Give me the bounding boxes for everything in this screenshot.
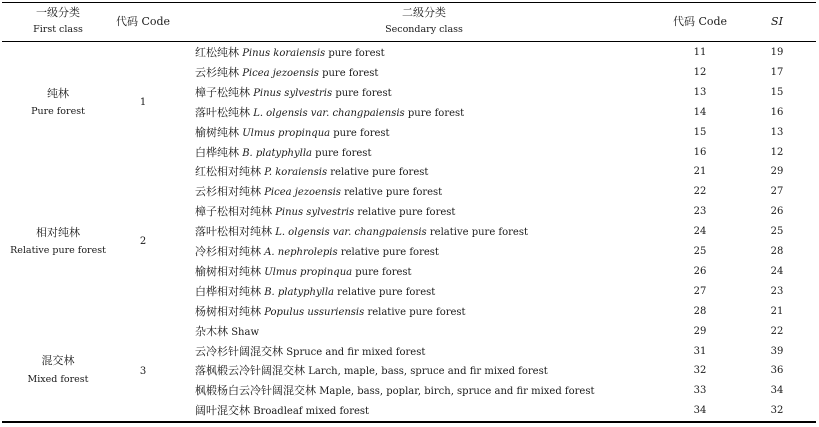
secondary-class-en: pure forest: [333, 127, 390, 139]
secondary-class-cell: [195, 365, 548, 378]
table-row: [0, 123, 819, 143]
secondary-class-scientific-name: L. olgensis var. changpaiensis: [253, 107, 405, 119]
secondary-class-scientific-name: P. koraiensis: [264, 167, 328, 179]
secondary-class-cn: 冷杉相对纯林: [195, 245, 261, 258]
si-cell: 29: [770, 166, 784, 178]
si-cell: 22: [770, 325, 784, 337]
secondary-class-scientific-name: Ulmus propinqua: [264, 266, 353, 278]
group-pure-forest-en: Pure forest: [31, 106, 85, 117]
secondary-class-cell: [195, 127, 390, 140]
secondary-class-scientific-name: A. nephrolepis: [264, 247, 338, 258]
secondary-class-en: Maple, bass, poplar, birch, spruce and fir mixed forest: [319, 386, 595, 398]
secondary-class-cn: 云冷杉针阔混交林: [195, 344, 283, 358]
header-code2: 代码 Code: [672, 15, 728, 28]
si-cell: 23: [770, 285, 784, 297]
si-cell: 19: [770, 47, 784, 58]
secondary-class-cell: [195, 246, 439, 259]
group-relative-pure-forest-en: Relative pure forest: [10, 245, 106, 256]
code-cell: 26: [693, 265, 707, 277]
secondary-class-en: Shaw: [231, 326, 259, 338]
table-row: [0, 222, 819, 242]
secondary-class-scientific-name: Pinus koraiensis: [242, 48, 326, 59]
secondary-class-scientific-name: Pinus sylvestris: [253, 87, 333, 99]
secondary-class-en: Larch, maple, bass, spruce and fir mixed forest: [308, 366, 548, 378]
secondary-class-scientific-name: L. olgensis var. changpaiensis: [275, 227, 427, 239]
table-row: [0, 143, 819, 163]
secondary-class-cn: 云杉相对纯林: [195, 185, 261, 199]
table-header-rule: [2, 41, 816, 42]
si-cell: 39: [770, 345, 784, 357]
secondary-class-scientific-name: Picea jezoensis: [264, 187, 341, 199]
header-first-class-cn: 一级分类: [36, 6, 80, 19]
code-cell: 32: [693, 365, 707, 377]
table-row: [0, 401, 819, 421]
header-code1: 代码 Code: [115, 15, 171, 28]
secondary-class-cn: 红松纯林: [195, 46, 239, 59]
code-cell: 21: [693, 166, 707, 178]
secondary-class-cn: 红松相对纯林: [195, 165, 261, 179]
table-row: [0, 103, 819, 123]
secondary-class-en: relative pure forest: [330, 167, 429, 179]
table-row: [0, 83, 819, 103]
group-relative-pure-forest-code: 2: [139, 236, 147, 247]
secondary-class-scientific-name: Picea jezoensis: [242, 67, 319, 79]
secondary-class-cn: 白桦相对纯林: [195, 284, 261, 298]
secondary-class-cn: 杨树相对纯林: [195, 304, 261, 318]
secondary-class-cell: [195, 226, 528, 239]
group-mixed-forest-en: Mixed forest: [27, 374, 89, 385]
si-cell: 32: [770, 405, 784, 417]
secondary-class-en: pure forest: [328, 48, 385, 59]
secondary-class-cn: 枫椴杨白云冷针阔混交林: [195, 384, 316, 398]
code-cell: 28: [693, 305, 707, 317]
secondary-class-cell: [195, 266, 412, 279]
secondary-class-cell: [195, 405, 369, 418]
si-cell: 12: [770, 146, 784, 158]
secondary-class-cell: [195, 107, 464, 120]
code-cell: 31: [693, 345, 707, 357]
secondary-class-en: pure forest: [355, 266, 412, 278]
group-relative-pure-forest-cn: 相对纯林: [36, 226, 80, 239]
code-cell: 14: [693, 106, 707, 118]
table-row: [0, 43, 819, 63]
secondary-class-en: Spruce and fir mixed forest: [286, 346, 426, 358]
si-cell: 28: [770, 246, 784, 257]
table-row: [0, 242, 819, 262]
code-cell: 11: [693, 47, 707, 58]
secondary-class-scientific-name: Pinus sylvestris: [275, 207, 355, 219]
si-cell: 13: [770, 126, 784, 138]
code-cell: 22: [693, 186, 707, 198]
secondary-class-cn: 樟子松纯林: [195, 85, 250, 99]
code-cell: 29: [693, 325, 707, 337]
code-cell: 15: [693, 126, 707, 138]
secondary-class-cn: 落叶松纯林: [195, 105, 250, 119]
secondary-class-cn: 榆树相对纯林: [195, 264, 261, 278]
si-cell: 21: [770, 305, 784, 317]
si-cell: 25: [770, 226, 784, 238]
code-cell: 33: [693, 385, 707, 397]
si-cell: 27: [770, 186, 784, 198]
code-cell: 16: [693, 146, 707, 158]
secondary-class-cell: [195, 47, 385, 60]
secondary-class-cell: [195, 346, 425, 359]
table-row: [0, 63, 819, 83]
secondary-class-scientific-name: B. platyphylla: [264, 286, 334, 298]
table-bottom-rule: [2, 421, 816, 423]
secondary-class-cn: 落叶松相对纯林: [195, 225, 272, 239]
secondary-class-cn: 樟子松相对纯林: [195, 205, 272, 219]
code-cell: 25: [693, 246, 707, 257]
secondary-class-cn: 杂木林: [195, 324, 228, 338]
secondary-class-en: pure forest: [322, 67, 379, 79]
secondary-class-en: pure forest: [335, 87, 392, 99]
code-cell: 34: [693, 405, 707, 417]
secondary-class-en: Broadleaf mixed forest: [253, 406, 370, 418]
secondary-class-cell: [195, 147, 371, 160]
secondary-class-scientific-name: B. platyphylla: [242, 147, 312, 159]
secondary-class-cn: 白桦纯林: [195, 145, 239, 159]
secondary-class-en: relative pure forest: [344, 187, 443, 199]
code-cell: 24: [693, 226, 707, 238]
group-pure-forest-code: 1: [139, 97, 147, 108]
header-si: SI: [771, 15, 783, 28]
table-row: [0, 342, 819, 362]
si-cell: 17: [770, 66, 784, 78]
group-mixed-forest-cn: 混交林: [41, 354, 75, 367]
header-second-class-en: Secondary class: [385, 24, 463, 35]
code-cell: 27: [693, 285, 707, 297]
si-cell: 16: [770, 106, 784, 118]
table-top-rule: [2, 2, 816, 3]
secondary-class-en: relative pure forest: [340, 247, 439, 258]
secondary-class-cell: [195, 206, 455, 219]
secondary-class-cn: 榆树纯林: [195, 125, 239, 139]
code-cell: 13: [693, 86, 707, 98]
table-row: [0, 282, 819, 302]
si-cell: 24: [770, 265, 784, 277]
secondary-class-cell: [195, 186, 442, 199]
code-cell: 12: [693, 66, 707, 78]
code-cell: 23: [693, 206, 707, 218]
header-second-class-cn: 二级分类: [402, 6, 446, 19]
header-first-class-en: First class: [33, 24, 83, 35]
group-mixed-forest-code: 3: [139, 366, 147, 377]
table-row: [0, 302, 819, 322]
secondary-class-en: relative pure forest: [357, 207, 456, 219]
si-cell: 34: [770, 385, 784, 397]
group-pure-forest-cn: 纯林: [47, 87, 69, 100]
table-row: [0, 162, 819, 182]
table-row: [0, 381, 819, 401]
table-row: [0, 322, 819, 342]
secondary-class-cell: [195, 286, 435, 299]
table-row: [0, 361, 819, 381]
secondary-class-cell: [195, 385, 595, 398]
secondary-class-cn: 云杉纯林: [195, 65, 239, 79]
secondary-class-cell: [195, 67, 378, 80]
secondary-class-scientific-name: Ulmus propinqua: [242, 127, 331, 139]
table-row: [0, 202, 819, 222]
secondary-class-cell: [195, 306, 466, 319]
secondary-class-en: pure forest: [315, 147, 372, 159]
secondary-class-en: relative pure forest: [429, 227, 528, 239]
secondary-class-cell: [195, 326, 259, 339]
secondary-class-cell: [195, 166, 428, 179]
table-row: [0, 262, 819, 282]
si-cell: 26: [770, 206, 784, 218]
secondary-class-cn: 阔叶混交林: [195, 404, 250, 418]
secondary-class-en: relative pure forest: [367, 306, 466, 318]
secondary-class-cn: 落枫椴云冷针阔混交林: [195, 364, 305, 378]
si-cell: 15: [770, 86, 784, 98]
si-cell: 36: [770, 365, 784, 377]
table-row: [0, 182, 819, 202]
secondary-class-cell: [195, 87, 392, 100]
secondary-class-en: relative pure forest: [337, 286, 436, 298]
secondary-class-en: pure forest: [407, 107, 465, 119]
secondary-class-scientific-name: Populus ussuriensis: [264, 306, 365, 318]
